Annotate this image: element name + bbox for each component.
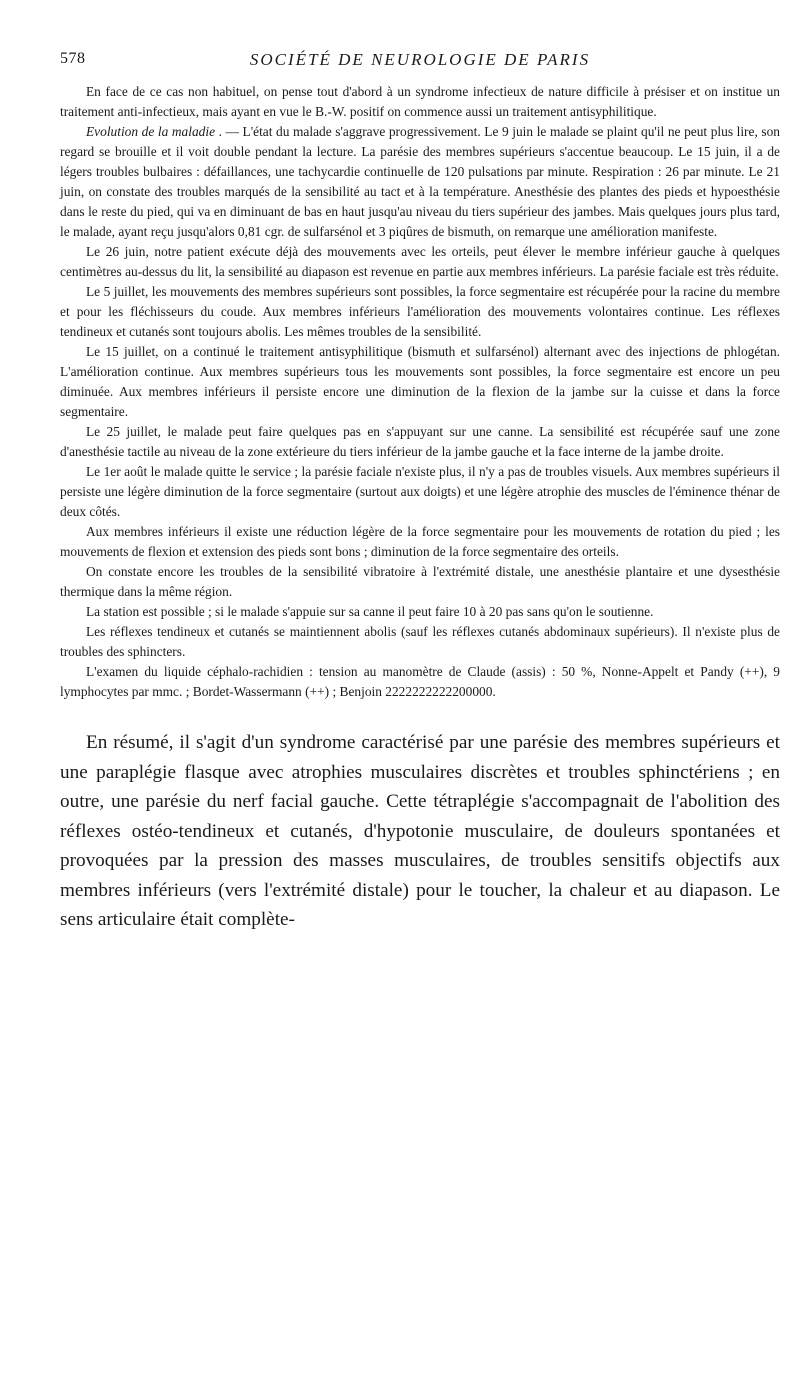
paragraph: Le 1er août le malade quitte le service ; la parésie faciale n'existe plus, il n'y a pas de troubles visuels. Aux membres supérieurs il persiste une légère diminution de la force segmentaire (surtout aux doigts) et une légère atrophie des muscles de l'éminence thénar de deux côtés. — [60, 464, 780, 519]
paragraph: Aux membres inférieurs il existe une réduction légère de la force segmentaire pour les mouvements de rotation du pied ; les mouvements de flexion et extension des pieds sont bons ; diminution de la force segmentaire des orteils. — [60, 524, 780, 559]
page-number: 578 — [60, 50, 86, 67]
paragraph: En face de ce cas non habituel, on pense tout d'abord à un syndrome infectieux de nature difficile à présiser et on institue un traitement anti-infectieux, mais ayant en vue le B.-W. positif on commence aussi un traitement antisyphilitique. — [60, 84, 780, 119]
page-header — [60, 50, 780, 80]
summary-paragraph: En résumé, il s'agit d'un syndrome caractérisé par une parésie des membres supérieurs et une paraplégie flasque avec atrophies musculaires discrètes et troubles sphinctériens ; en outre, une parésie du nerf facial gauche. Cette tétraplégie s'accompagnait de l'abolition des réflexes ostéo-tendineux et cutanés, d'hypotonie musculaire, de douleurs spontanées et provoquées par la pression des masses musculaires, de troubles sensitifs objectifs aux membres inférieurs (vers l'extrémité distale) pour le toucher, la chaleur et au diapason. Le sens articulaire était complète- — [60, 732, 780, 930]
paragraph: On constate encore les troubles de la sensibilité vibratoire à l'extrémité distale, une anesthésie plantaire et une dysesthésie thermique dans la même région. — [60, 564, 780, 599]
body-text — [60, 82, 780, 702]
summary-section — [60, 728, 780, 935]
paragraph: Le 5 juillet, les mouvements des membres supérieurs sont possibles, la force segmentaire est récupérée pour la racine du membre et pour les fléchisseurs du coude. Aux membres inférieurs l'amélioration des mouvements volontaires continue. Les réflexes tendineux et cutanés sont toujours abolis. Les mêmes troubles de la sensibilité. — [60, 284, 780, 339]
paragraph: La station est possible ; si le malade s'appuie sur sa canne il peut faire 10 à 20 pas sans qu'on le soutienne. — [86, 604, 654, 619]
paragraph: L'examen du liquide céphalo-rachidien : tension au manomètre de Claude (assis) : 50 %, Nonne-Appelt et Pandy (++), 9 lymphocytes par mmc. ; Bordet-Wassermann (++) ; Benjoin 2222222222200000. — [60, 664, 780, 699]
page — [60, 50, 780, 935]
paragraph: Le 15 juillet, on a continué le traitement antisyphilitique (bismuth et sulfarsénol) alternant avec des injections de phlogétan. L'amélioration continue. Aux membres supérieurs tous les mouvements sont possibles, la force segmentaire est encore un peu diminuée. Aux membres inférieurs il persiste encore une diminution de la flexion de la jambe sur la cuisse et dans la force segmentaire. — [60, 344, 780, 419]
section-title: Evolution de la maladie — [86, 124, 216, 139]
paragraph: Evolution de la maladie . — L'état du malade s'aggrave progressivement. Le 9 juin le malade se plaint qu'il ne peut plus lire, son regard se brouille et il voit double pendant la lecture. La parésie des membres supérieurs s'accentue beaucoup. Le 15 juin, il a de légers troubles bulbaires : défaillances, une tachycardie continuelle de 120 pulsations par minute. Respiration : 26 par minute. Le 21 juin, on constate des troubles marqués de la sensibilité au tact et à la température. Anesthésie des plantes des pieds et hypoesthésie dans le reste du pied, qui va en diminuant de bas en haut jusqu'au niveau du tiers supérieur des jambes. Mais quelques jours plus tard, le malade, ayant reçu jusqu'alors 0,81 cgr. de sulfarsénol et 3 piqûres de bismuth, on remarque une amélioration manifeste. — [60, 124, 780, 239]
running-title: SOCIÉTÉ DE NEUROLOGIE DE PARIS — [249, 50, 591, 69]
paragraph: Les réflexes tendineux et cutanés se maintiennent abolis (sauf les réflexes cutanés abdominaux supérieurs). Il n'existe plus de troubles des sphincters. — [60, 624, 780, 659]
paragraph: Le 26 juin, notre patient exécute déjà des mouvements avec les orteils, peut élever le membre inférieur gauche à quelques centimètres au-dessus du lit, la sensibilité au diapason est revenue en partie aux membres inférieurs. La parésie faciale est très réduite. — [60, 244, 780, 279]
paragraph: Le 25 juillet, le malade peut faire quelques pas en s'appuyant sur une canne. La sensibilité est récupérée sauf une zone d'anesthésie tactile au niveau de la zone extérieure du tiers inférieur de la jambe gauche et la face interne de la jambe droite. — [60, 424, 780, 459]
